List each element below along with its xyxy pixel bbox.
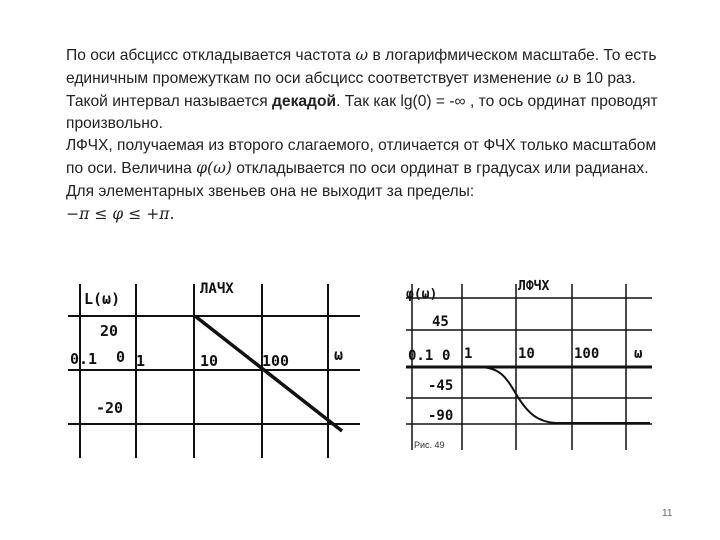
lachh-x-tick-10: 10 bbox=[200, 352, 219, 370]
lfchh-y-tick-45: 45 bbox=[432, 314, 449, 330]
lachh-y-tick-minus20: -20 bbox=[96, 399, 124, 417]
figure-svg bbox=[50, 274, 660, 460]
lfchh-x-tick-100: 100 bbox=[574, 346, 600, 362]
lachh-title: ЛАЧХ bbox=[200, 281, 234, 297]
lfchh-x-tick-10: 10 bbox=[518, 346, 535, 362]
figure-caption: Рис. 49 bbox=[414, 440, 445, 450]
lfchh-y-label: φ(ω) bbox=[406, 287, 438, 302]
paragraph-lfchh bbox=[66, 135, 666, 226]
lfchh-title: ЛФЧХ bbox=[518, 279, 550, 294]
lachh-x-tick-0.1: 0.1 bbox=[70, 350, 98, 368]
lfchh-y-tick-minus45: -45 bbox=[428, 378, 454, 394]
lfchh-y-tick-0: 0 bbox=[442, 348, 451, 364]
phi-symbol: φ(ω) bbox=[196, 159, 232, 178]
lachh-y-tick-0: 0 bbox=[116, 348, 126, 366]
phase-range-formula: −π ≤ φ ≤ +π. bbox=[66, 205, 175, 224]
lfchh-graph bbox=[406, 284, 652, 450]
lachh-y-label: L(ω) bbox=[84, 290, 121, 308]
omega-symbol: ω bbox=[355, 46, 369, 64]
text-fragment: в логарифмическом масштабе. То есть единичным промежуткам по оси абсцисс соответствует изменение bbox=[66, 47, 657, 88]
lfchh-y-tick-minus90: -90 bbox=[428, 408, 454, 424]
lachh-graph bbox=[68, 284, 360, 458]
lachh-curve bbox=[195, 316, 342, 431]
text-fragment: откладывается по оси ординат в градусах или радианах. Для элементарных звеньев она не выходит за пределы: bbox=[66, 160, 649, 200]
lfchh-x-label-omega: ω bbox=[634, 346, 643, 362]
lachh-x-label-omega: ω bbox=[334, 346, 344, 364]
lfchh-x-tick-1: 1 bbox=[464, 346, 473, 362]
term-decade: декадой bbox=[272, 92, 337, 110]
text-fragment: ЛФЧХ, получаемая из второго слагаемого, отличается от ФЧХ только масштабом по оси. Величина bbox=[66, 137, 657, 178]
omega-symbol: ω bbox=[556, 69, 569, 88]
paragraph-log-scale bbox=[66, 44, 666, 135]
slide-text bbox=[66, 44, 666, 226]
lachh-x-tick-1: 1 bbox=[136, 352, 146, 370]
figure-frequency-responses bbox=[50, 274, 660, 460]
lfchh-curve bbox=[462, 367, 650, 423]
lachh-x-tick-100: 100 bbox=[262, 352, 290, 370]
lachh-y-tick-20: 20 bbox=[100, 322, 119, 340]
text-fragment: По оси абсцисс откладывается частота bbox=[66, 47, 356, 64]
lfchh-x-tick-0.1: 0.1 bbox=[408, 348, 434, 364]
page-number: 11 bbox=[662, 508, 673, 519]
text-fragment: . Так как lg(0) = -∞ , то ось ординат проводят произвольно. bbox=[66, 92, 658, 132]
text-fragment: в 10 раз. Такой интервал называется bbox=[66, 70, 636, 110]
